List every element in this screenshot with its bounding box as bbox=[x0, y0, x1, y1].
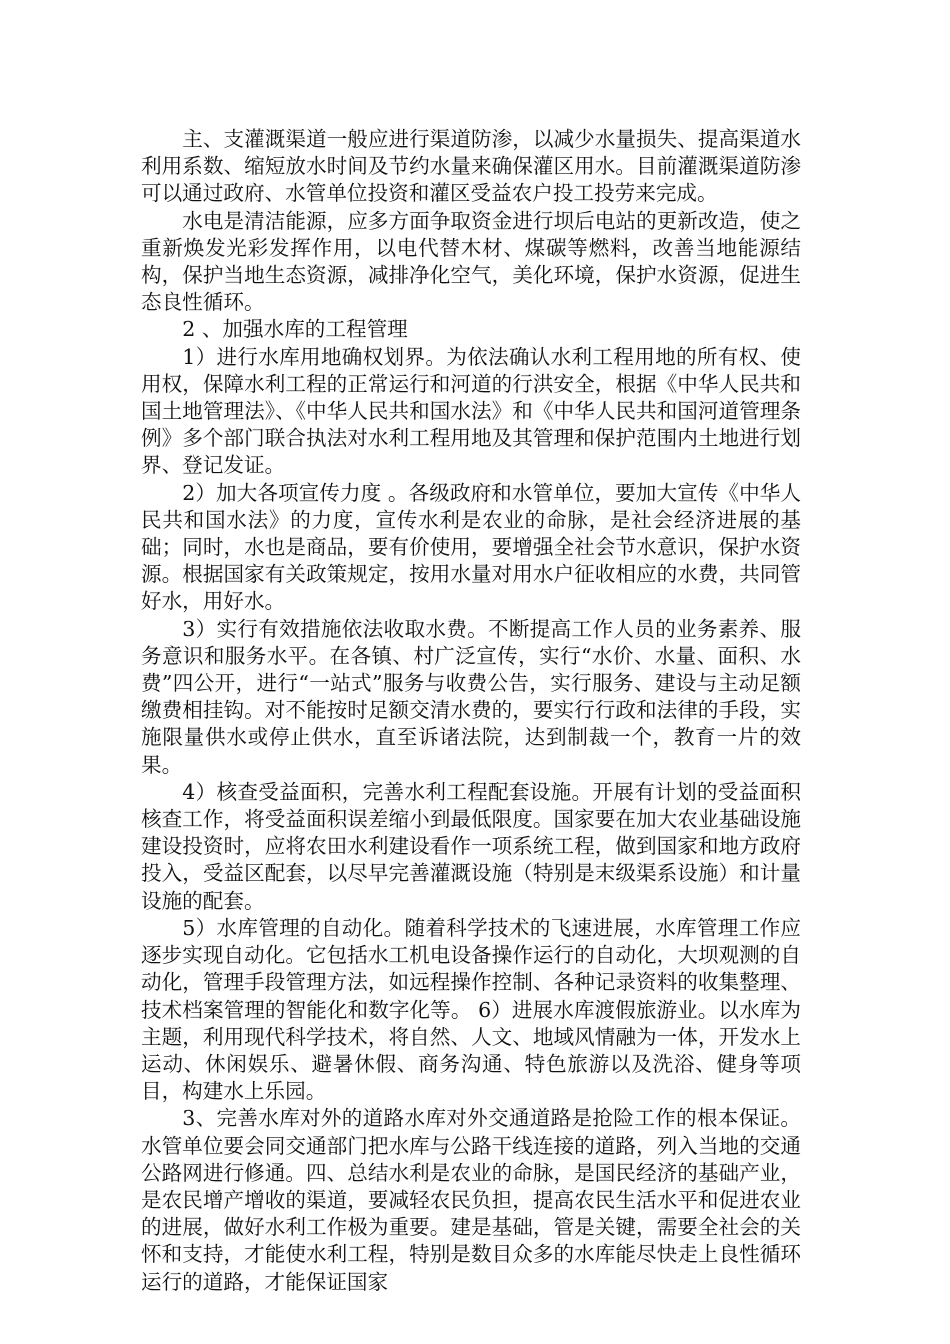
paragraph-hydropower: 水电是清洁能源，应多方面争取资金进行坝后电站的更新改造，使之重新焕发光彩发挥作用，以电代替木材、煤碳等燃料，改善当地能源结构，保护当地生态资源，减排净化空气，美化环境，保护水资源，促进生态良性循环。 bbox=[141, 208, 801, 315]
paragraph-water-fees: 3）实行有效措施依法收取水费。不断提高工作人员的业务素养、服务意识和服务水平。在各镇、村广泛宣传，实行“水价、水量、面积、水费”四公开，进行“一站式”服务与收费公告，实行服务、建设与主动足额缴费相挂钩。对不能按时足额交清水费的，要实行行政和法律的手段，实施限量供水或停止供水，直至诉诸法院，达到制裁一个，教育一片的效果。 bbox=[141, 616, 801, 777]
paragraph-automation-tourism: 5）水库管理的自动化。随着科学技术的飞速进展，水库管理工作应逐步实现自动化。它包括水工机电设备操作运行的自动化，大坝观测的自动化，管理手段管理方法，如远程操作控制、各种记录资料的收集整理、技术档案管理的智能化和数字化等。 6）进展水库渡假旅游业。以水库为主题，利用现代科学技术，将自然、人文、地域风情融为一体，开发水上运动、休闲娱乐、避暑休假、商务沟通、特色旅游以及洗浴、健身等项目，构建水上乐园。 bbox=[141, 915, 801, 1104]
paragraph-canal-seepage: 主、支灌溉渠道一般应进行渠道防渗，以减少水量损失、提高渠道水利用系数、缩短放水时间及节约水量来确保灌区用水。目前灌溉渠道防渗可以通过政府、水管单位投资和灌区受益农户投工投劳来完成。 bbox=[141, 127, 801, 206]
paragraph-land-demarcation: 1）进行水库用地确权划界。为依法确认水利工程用地的所有权、使用权，保障水利工程的正常运行和河道的行洪安全，根据《中华人民共和国土地管理法》、《中华人民共和国水法》和《中华人民共和国河道管理条例》多个部门联合执法对水利工程用地及其管理和保护范围内土地进行划界、登记发证。 bbox=[141, 344, 801, 478]
paragraph-publicity: 2）加大各项宣传力度 。各级政府和水管单位，要加大宣传《中华人民共和国水法》的力度，宣传水利是农业的命脉，是社会经济进展的基础；同时，水也是商品，要有价使用，要增强全社会节水意识，保护水资源。根据国家有关政策规定，按用水量对用水户征收相应的水费，共同管好水，用好水。 bbox=[141, 480, 801, 614]
document-body bbox=[141, 126, 801, 1296]
paragraph-roads-summary: 3、完善水库对外的道路水库对外交通道路是抢险工作的根本保证。水管单位要会同交通部门把水库与公路干线连接的道路，列入当地的交通公路网进行修通。四、总结水利是农业的命脉，是国民经济的基础产业，是农民增产增收的渠道，要减轻农民负担，提高农民生活水平和促进农业的进展，做好水利工作极为重要。建是基础，管是关键，需要全社会的关怀和支持，才能使水利工程，特别是数目众多的水库能尽快走上良性循环运行的道路，才能保证国家 bbox=[141, 1106, 801, 1294]
paragraph-benefit-area: 4）核查受益面积，完善水利工程配套设施。开展有计划的受益面积核查工作，将受益面积误差缩小到最低限度。国家要在加大农业基础设施建设投资时，应将农田水利建设看作一项系统工程，做到国家和地方政府投入，受益区配套，以尽早完善灌溉设施（特别是末级渠系设施）和计量设施的配套。 bbox=[141, 779, 801, 913]
section-heading-engineering-management: 2 、加强水库的工程管理 bbox=[182, 317, 408, 342]
